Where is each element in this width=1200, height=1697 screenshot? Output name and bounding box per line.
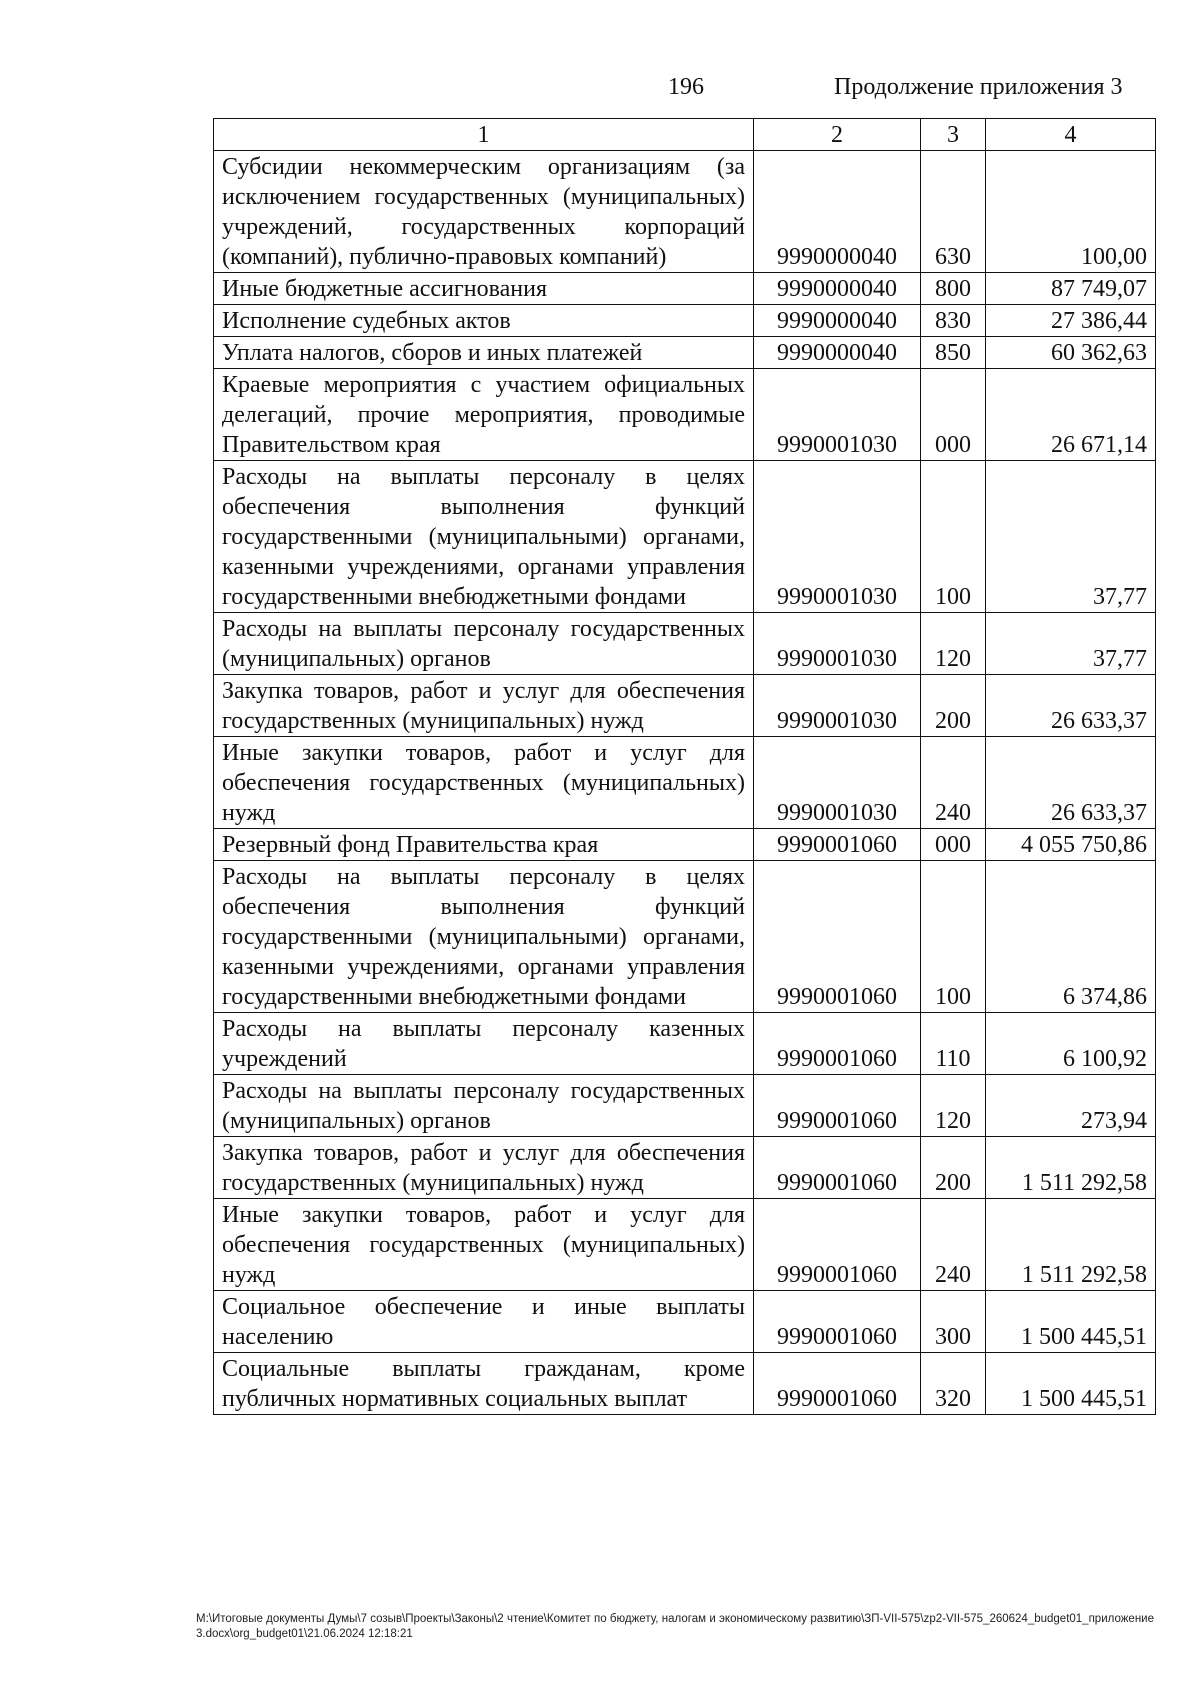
row-code-cell: 9990001060 [754,829,921,861]
column-header: 1 [214,119,754,151]
row-amount-cell: 1 500 445,51 [986,1291,1156,1353]
row-amount-cell: 87 749,07 [986,273,1156,305]
page-number: 196 [668,74,704,100]
row-expense-type-cell: 320 [921,1353,986,1415]
row-code-cell: 9990001030 [754,675,921,737]
row-amount-cell: 26 633,37 [986,737,1156,829]
row-expense-type-cell: 850 [921,337,986,369]
table-row [214,829,1156,861]
row-expense-type-cell: 200 [921,675,986,737]
row-code-cell: 9990000040 [754,273,921,305]
row-code-cell: 9990000040 [754,337,921,369]
row-code-cell: 9990001060 [754,1013,921,1075]
table-row [214,861,1156,1013]
row-code-cell: 9990001060 [754,1291,921,1353]
row-name-cell: Резервный фонд Правительства края [214,829,754,861]
table-row [214,1137,1156,1199]
row-name-cell: Закупка товаров, работ и услуг для обеспечения государственных (муниципальных) нужд [214,675,754,737]
table-row [214,305,1156,337]
row-name-cell: Расходы на выплаты персоналу казенных учреждений [214,1013,754,1075]
row-expense-type-cell: 630 [921,151,986,273]
row-expense-type-cell: 000 [921,369,986,461]
row-expense-type-cell: 240 [921,737,986,829]
row-code-cell: 9990000040 [754,151,921,273]
column-header: 2 [754,119,921,151]
row-code-cell: 9990001030 [754,461,921,613]
table-header-row [214,119,1156,151]
row-amount-cell: 1 500 445,51 [986,1353,1156,1415]
document-path-footer: М:\Итоговые документы Думы\7 созыв\Проекты\Законы\2 чтение\Комитет по бюджету, налогам и экономическому развитию\ЗП-VII-575\zp2-VII-575_260624_budget01_приложение3.docx\org_budget01\21.06.2024 12:18:21 [196,1613,1154,1640]
table-row [214,675,1156,737]
column-header: 3 [921,119,986,151]
row-code-cell: 9990001060 [754,1353,921,1415]
row-name-cell: Социальное обеспечение и иные выплаты населению [214,1291,754,1353]
table-row [214,369,1156,461]
row-amount-cell: 1 511 292,58 [986,1199,1156,1291]
row-amount-cell: 26 671,14 [986,369,1156,461]
row-expense-type-cell: 200 [921,1137,986,1199]
row-code-cell: 9990000040 [754,305,921,337]
table-row [214,461,1156,613]
row-code-cell: 9990001030 [754,369,921,461]
row-code-cell: 9990001060 [754,1137,921,1199]
row-expense-type-cell: 100 [921,861,986,1013]
table-row [214,1353,1156,1415]
row-code-cell: 9990001060 [754,1075,921,1137]
row-name-cell: Краевые мероприятия с участием официальных делегаций, прочие мероприятия, проводимые Правительством края [214,369,754,461]
row-expense-type-cell: 000 [921,829,986,861]
row-code-cell: 9990001060 [754,1199,921,1291]
table-body [214,151,1156,1415]
table-row [214,337,1156,369]
row-code-cell: 9990001060 [754,861,921,1013]
row-name-cell: Расходы на выплаты персоналу в целях обеспечения выполнения функций государственными (муниципальными) органами, казенными учреждениями, органами управления государственными внебюджетными фондами [214,461,754,613]
row-name-cell: Иные бюджетные ассигнования [214,273,754,305]
row-name-cell: Иные закупки товаров, работ и услуг для обеспечения государственных (муниципальных) нужд [214,1199,754,1291]
row-amount-cell: 100,00 [986,151,1156,273]
table-row [214,1013,1156,1075]
row-code-cell: 9990001030 [754,613,921,675]
table-row [214,273,1156,305]
row-name-cell: Исполнение судебных актов [214,305,754,337]
row-expense-type-cell: 800 [921,273,986,305]
row-expense-type-cell: 110 [921,1013,986,1075]
row-expense-type-cell: 300 [921,1291,986,1353]
row-expense-type-cell: 120 [921,1075,986,1137]
row-amount-cell: 1 511 292,58 [986,1137,1156,1199]
row-name-cell: Расходы на выплаты персоналу государственных (муниципальных) органов [214,613,754,675]
table-row [214,1199,1156,1291]
row-amount-cell: 37,77 [986,613,1156,675]
row-amount-cell: 273,94 [986,1075,1156,1137]
continuation-label: Продолжение приложения 3 [834,74,1123,100]
row-expense-type-cell: 240 [921,1199,986,1291]
row-amount-cell: 26 633,37 [986,675,1156,737]
row-code-cell: 9990001030 [754,737,921,829]
row-name-cell: Уплата налогов, сборов и иных платежей [214,337,754,369]
table-row [214,151,1156,273]
row-name-cell: Расходы на выплаты персоналу государственных (муниципальных) органов [214,1075,754,1137]
row-amount-cell: 6 374,86 [986,861,1156,1013]
row-expense-type-cell: 830 [921,305,986,337]
row-amount-cell: 37,77 [986,461,1156,613]
column-header: 4 [986,119,1156,151]
row-name-cell: Закупка товаров, работ и услуг для обеспечения государственных (муниципальных) нужд [214,1137,754,1199]
budget-table [213,118,1156,1415]
row-amount-cell: 6 100,92 [986,1013,1156,1075]
row-amount-cell: 27 386,44 [986,305,1156,337]
row-amount-cell: 60 362,63 [986,337,1156,369]
table-row [214,1075,1156,1137]
row-expense-type-cell: 100 [921,461,986,613]
row-amount-cell: 4 055 750,86 [986,829,1156,861]
table-row [214,737,1156,829]
budget-table-container [213,118,1155,1415]
table-row [214,1291,1156,1353]
table-row [214,613,1156,675]
row-name-cell: Расходы на выплаты персоналу в целях обеспечения выполнения функций государственными (муниципальными) органами, казенными учреждениями, органами управления государственными внебюджетными фондами [214,861,754,1013]
row-name-cell: Субсидии некоммерческим организациям (за исключением государственных (муниципальных) учреждений, государственных корпораций (компаний), публично-правовых компаний) [214,151,754,273]
row-expense-type-cell: 120 [921,613,986,675]
row-name-cell: Социальные выплаты гражданам, кроме публичных нормативных социальных выплат [214,1353,754,1415]
row-name-cell: Иные закупки товаров, работ и услуг для обеспечения государственных (муниципальных) нужд [214,737,754,829]
